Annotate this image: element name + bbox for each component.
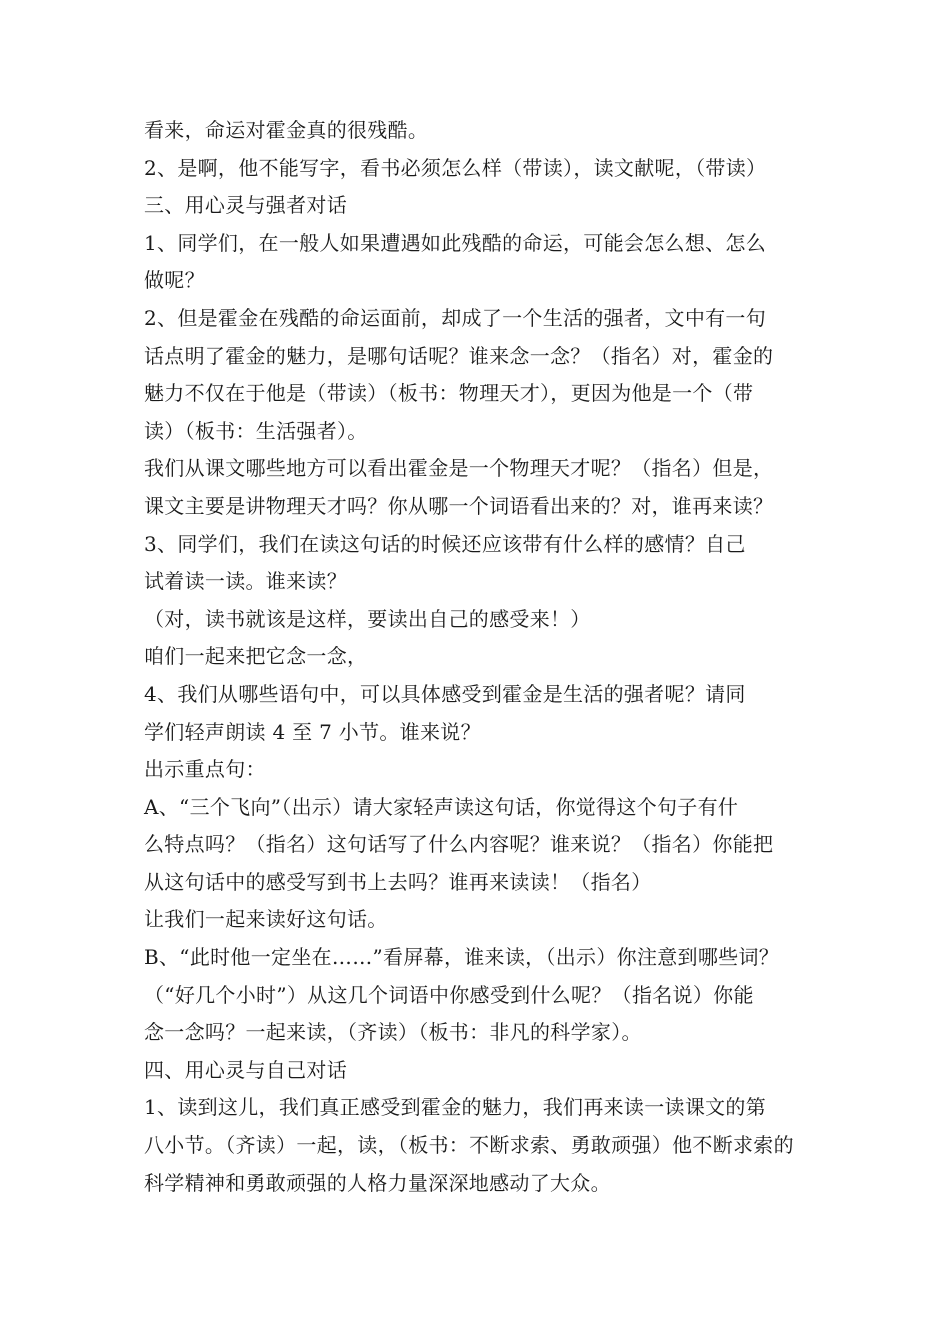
text-line: 我们从课文哪些地方可以看出霍金是一个物理天才呢？（指名）但是， <box>144 456 774 481</box>
text-line: 1、同学们，在一般人如果遭遇如此残酷的命运，可能会怎么想、怎么 <box>144 230 767 255</box>
text-line: 魅力不仅在于他是（带读）（板书：物理天才），更因为他是一个（带 <box>144 381 754 406</box>
document-body <box>144 112 834 1202</box>
text-line: 咱们一起来把它念一念， <box>144 644 368 669</box>
text-line: 么特点吗？（指名）这句话写了什么内容呢？谁来说？（指名）你能把 <box>144 832 774 857</box>
text-line: 出示重点句： <box>144 757 266 782</box>
text-line: A、“三个飞向”（出示）请大家轻声读这句话，你觉得这个句子有什 <box>144 794 739 819</box>
text-line: 学们轻声朗读 4 至 7 小节。谁来说？ <box>144 719 481 744</box>
text-line: 课文主要是讲物理天才吗？你从哪一个词语看出来的？对，谁再来读？ <box>144 493 774 518</box>
text-line: 八小节。（齐读）一起，读，（板书：不断求索、勇敢顽强）他不断求索的 <box>144 1133 794 1158</box>
section-heading: 四、用心灵与自己对话 <box>144 1057 347 1082</box>
text-line: 试着读一读。谁来读？ <box>144 569 347 594</box>
text-line: （“好几个小时”）从这几个词语中你感受到什么呢？（指名说）你能 <box>144 982 754 1007</box>
text-line: 4、我们从哪些语句中，可以具体感受到霍金是生活的强者呢？请同 <box>144 681 746 706</box>
text-line: 话点明了霍金的魅力，是哪句话呢？谁来念一念？（指名）对，霍金的 <box>144 343 774 368</box>
text-line: （对，读书就该是这样，要读出自己的感受来！） <box>144 606 591 631</box>
text-line: 2、但是霍金在残酷的命运面前，却成了一个生活的强者，文中有一句 <box>144 305 767 330</box>
text-line: 念一念吗？一起来读，（齐读）（板书：非凡的科学家）。 <box>144 1020 642 1045</box>
text-line: 看来，命运对霍金真的很残酷。 <box>144 118 429 142</box>
text-line: 科学精神和勇敢顽强的人格力量深深地感动了大众。 <box>144 1170 611 1195</box>
text-line: 做呢？ <box>144 268 205 293</box>
text-line: 让我们一起来读好这句话。 <box>144 907 388 932</box>
text-line: 2、是啊，他不能写字，看书必须怎么样（带读），读文献呢，（带读） <box>144 155 767 180</box>
text-line: 1、读到这儿，我们真正感受到霍金的魅力，我们再来读一读课文的第 <box>144 1095 767 1120</box>
text-line: 读）（板书：生活强者）。 <box>144 418 368 443</box>
text-line: B、“此时他一定坐在……”看屏幕，谁来读，（出示）你注意到哪些词？ <box>144 945 780 970</box>
section-heading: 三、用心灵与强者对话 <box>144 193 347 218</box>
text-line: 3、同学们，我们在读这句话的时候还应该带有什么样的感情？自己 <box>144 531 746 556</box>
text-line: 从这句话中的感受写到书上去吗？谁再来读读！（指名） <box>144 869 652 894</box>
